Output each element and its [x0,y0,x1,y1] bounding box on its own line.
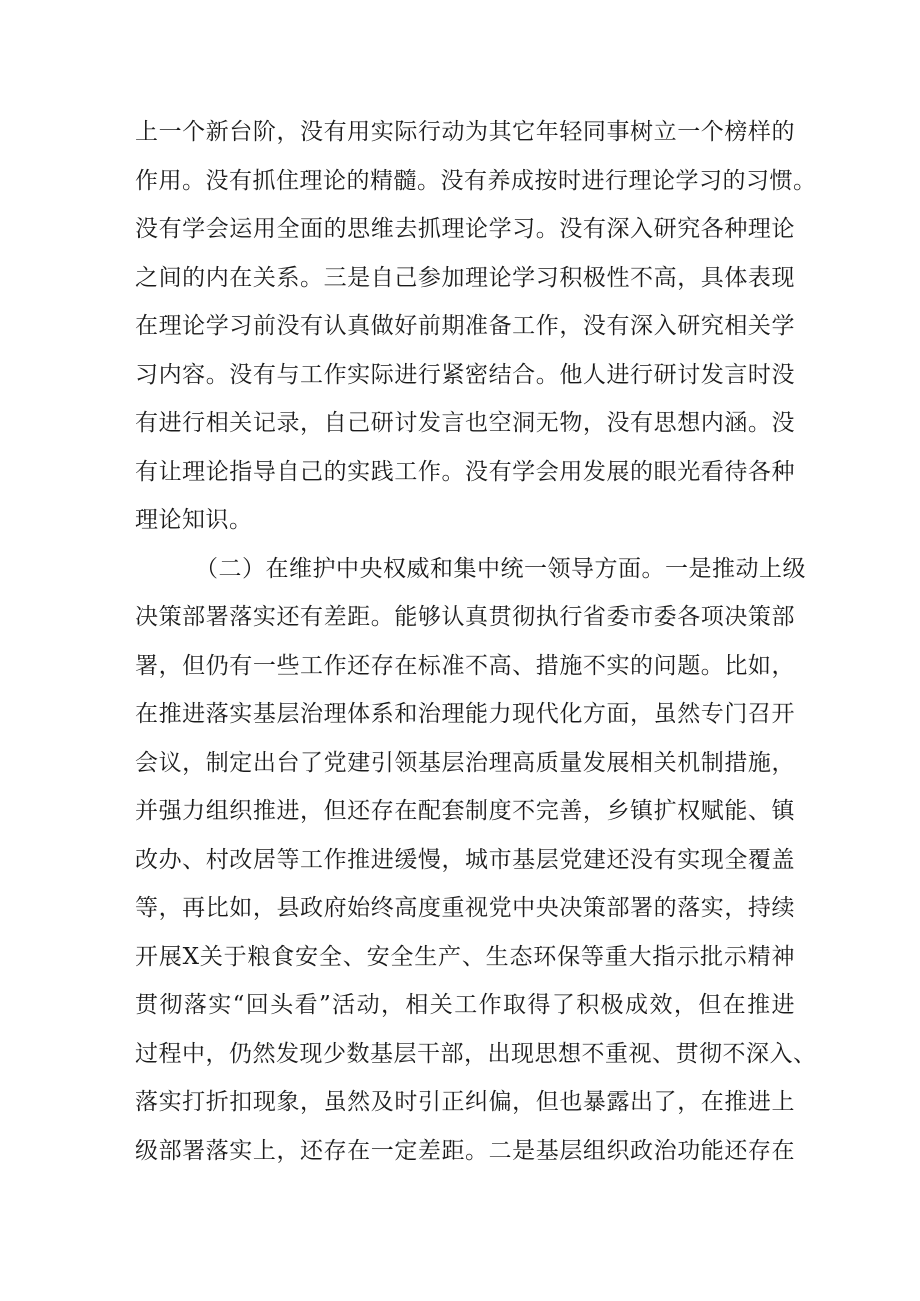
text-line: 级部署落实上，还存在一定差距。二是基层组织政治功能还存在 [135,1137,795,1164]
text-line: 改办、村改居等工作推进缓慢，城市基层党建还没有实现全覆盖 [135,846,795,873]
text-line: 在理论学习前没有认真做好前期准备工作，没有深入研究相关学 [135,313,795,339]
text-line: 开展X关于粮食安全、安全生产、生态环保等重大指示批示精神 [135,943,795,970]
text-line: 有进行相关记录，自己研讨发言也空洞无物，没有思想内涵。没 [135,410,795,436]
text-line: 署，但仍有一些工作还存在标准不高、措施不实的问题。比如， [135,652,795,679]
section-heading-line: （二）在维护中央权威和集中统一领导方面。一是推动上级 [195,555,806,582]
text-line: 有让理论指导自己的实践工作。没有学会用发展的眼光看待各种 [135,458,795,485]
document-body [135,108,817,1175]
text-line: 之间的内在关系。三是自己参加理论学习积极性不高，具体表现 [135,264,795,291]
text-line: 贯彻落实“回头看”活动，相关工作取得了积极成效，但在推进 [135,992,795,1018]
text-line: 过程中，仍然发现少数基层干部，出现思想不重视、贯彻不深入、 [135,1040,817,1067]
text-line: 在推进落实基层治理体系和治理能力现代化方面，虽然专门召开 [135,701,795,727]
text-line: 习内容。没有与工作实际进行紧密结合。他人进行研讨发言时没 [135,361,795,388]
text-line: 理论知识。 [135,507,253,533]
text-line: 作用。没有抓住理论的精髓。没有养成按时进行理论学习的习惯。 [135,167,817,194]
text-line: 落实打折扣现象，虽然及时引正纠偏，但也暴露出了，在推进上 [135,1089,795,1115]
text-line: 没有学会运用全面的思维去抓理论学习。没有深入研究各种理论 [135,216,795,242]
text-line: 上一个新台阶，没有用实际行动为其它年轻同事树立一个榜样的 [135,119,795,145]
text-line: 会议，制定出台了党建引领基层治理高质量发展相关机制措施， [135,749,795,776]
text-line: 并强力组织推进，但还存在配套制度不完善，乡镇扩权赋能、镇 [135,798,795,824]
text-line: 等，再比如，县政府始终高度重视党中央决策部署的落实，持续 [135,895,795,921]
text-line: 决策部署落实还有差距。能够认真贯彻执行省委市委各项决策部 [135,604,795,630]
